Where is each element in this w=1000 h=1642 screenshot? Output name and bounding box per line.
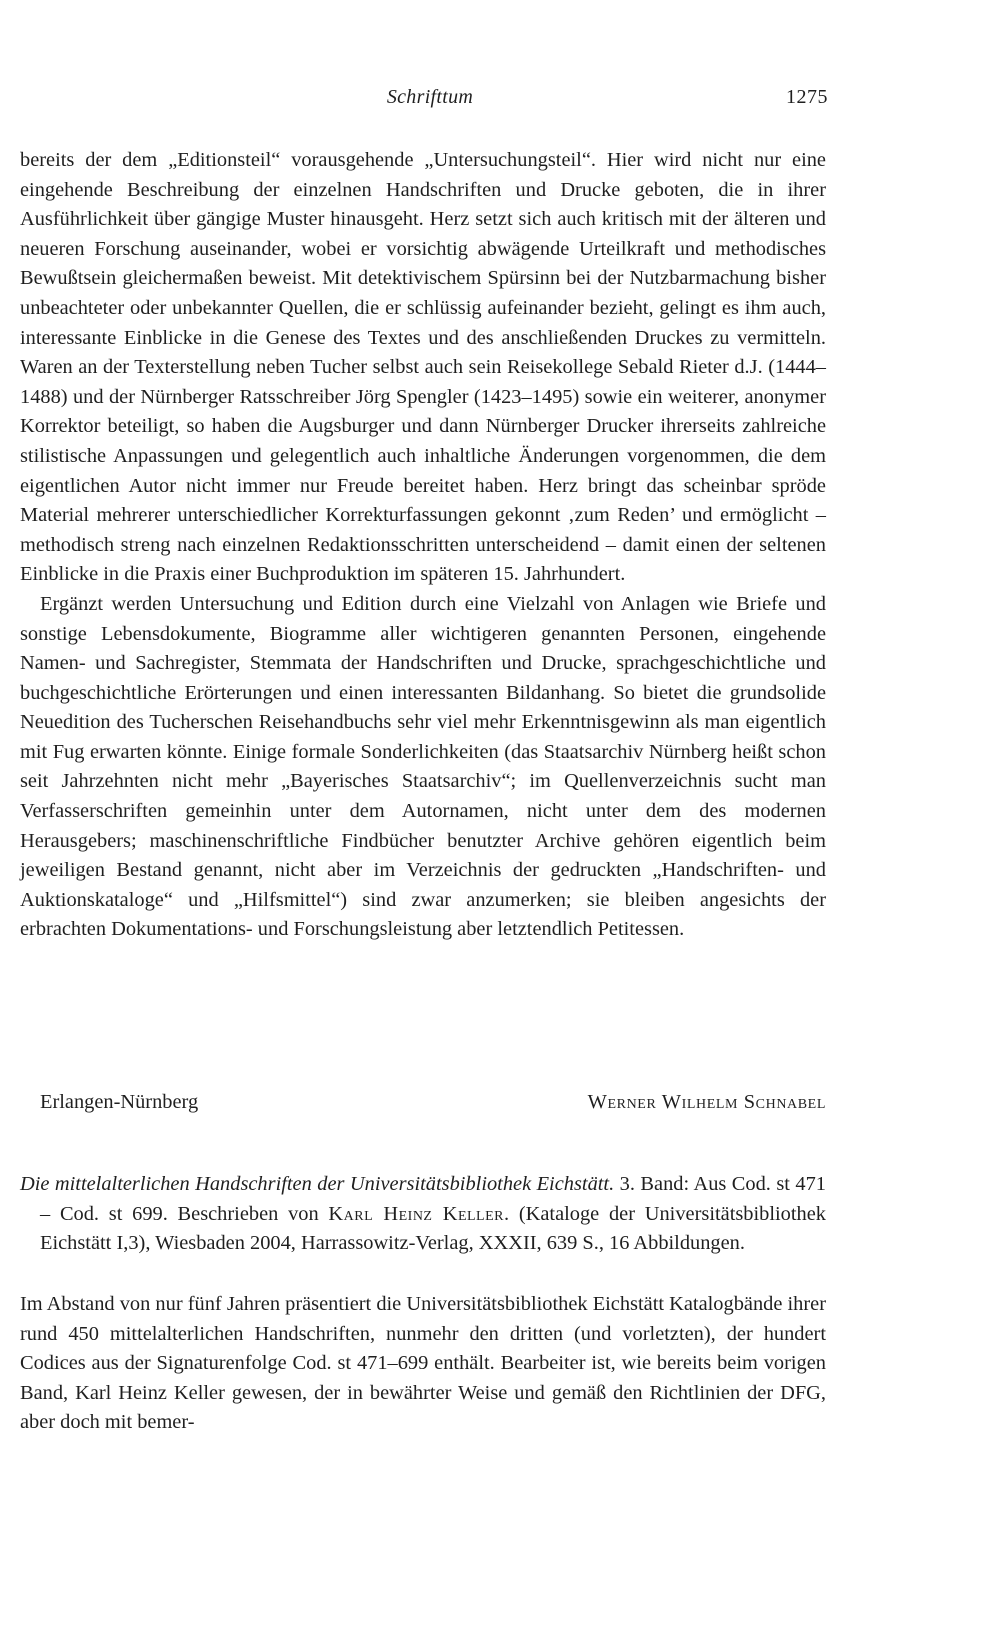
- bibliographic-citation: [20, 1170, 826, 1259]
- running-header-title: Schrifttum: [386, 86, 474, 108]
- review-paragraph: Im Abstand von nur fünf Jahren präsentiert die Universitätsbibliothek Eichstätt Katalogbände ihrer rund 450 mittelalterlichen Handschriften, nunmehr den dritten (und vorletzten), der hundert Codices aus der Signaturenfolge Cod. st 471–699 enthält. Bearbeiter ist, wie bereits beim vorigen Band, Karl Heinz Keller gewesen, der in bewährter Weise und gemäß den Richtlinien der DFG, aber doch mit bemer-: [20, 1293, 826, 1434]
- review-body: [20, 146, 826, 945]
- citation-title: Die mittelalterlichen Handschriften der Universitätsbibliothek Eichstätt.: [20, 1173, 615, 1195]
- reviewer-place: Erlangen-Nürnberg: [40, 1091, 199, 1113]
- review-body-2: [20, 1290, 826, 1438]
- citation-editor: Karl Heinz Keller: [328, 1202, 504, 1225]
- citation-details: 3. Band: Aus Cod. st 471 – Cod. st 699. Beschrieben von: [40, 1173, 826, 1225]
- reviewer-name: Werner Wilhelm Schnabel: [587, 1091, 826, 1113]
- review-paragraph: Ergänzt werden Untersuchung und Edition durch eine Vielzahl von Anlagen wie Briefe und sonstige Lebensdokumente, Biogramme aller wichtigeren genannten Personen, eingehende Namen- und Sachregister, Stemmata der Handschriften und Drucke, sprachgeschichtliche und buchgeschichtliche Erörterungen und einen interessanten Bildanhang. So bietet die grundsolide Neuedition des Tucherschen Reisehandbuchs sehr viel mehr Erkenntnisgewinn als man eigentlich mit Fug erwarten könnte. Einige formale Sonderlichkeiten (das Staatsarchiv Nürnberg heißt schon seit Jahrzehnten nicht mehr „Bayerisches Staatsarchiv“; im Quellenverzeichnis sucht man Verfasserschriften gemeinhin unter dem Autornamen, nicht unter dem des modernen Herausgebers; maschinenschriftliche Findbücher benutzter Archive gehören eigentlich beim jeweiligen Bestand genannt, nicht aber im Verzeichnis der gedruckten „Handschriften- und Auktionskataloge“ und „Hilfsmittel“) sind zwar anzumerken; sie bleiben angesichts der erbrachten Dokumentations- und Forschungsleistung aber letztendlich Petitessen.: [20, 592, 826, 941]
- page-number: 1275: [786, 86, 828, 108]
- citation-publication: . (Kataloge der Universitätsbibliothek Eichstätt I,3), Wiesbaden 2004, Harrassowitz-Verlag, XXXII, 639 S., 16 Abbildungen.: [40, 1202, 826, 1255]
- review-paragraph: bereits der dem „Editionsteil“ vorausgehende „Untersuchungsteil“. Hier wird nicht nur eine eingehende Beschreibung der einzelnen Handschriften und Drucke geboten, die in ihrer Ausführlichkeit über gängige Muster hinausgeht. Herz setzt sich auch kritisch mit der älteren und neueren Forschung auseinander, wobei er vorsichtig abwägende Urteilkraft und methodisches Bewußtsein gleichermaßen beweist. Mit detektivischem Spürsinn bei der Nutzbarmachung bisher unbeachteter oder unbekannter Quellen, die er schlüssig aufeinander bezieht, gelingt es ihm auch, interessante Einblicke in die Genese des Textes und des anschließenden Druckes zu vermitteln. Waren an der Texterstellung neben Tucher selbst auch sein Reisekollege Sebald Rieter d.J. (1444–1488) und der Nürnberger Ratsschreiber Jörg Spengler (1423–1495) sowie ein weiterer, anonymer Korrektor beteiligt, so haben die Augsburger und dann Nürnberger Drucker ihrerseits zahlreiche stilistische Anpassungen und gelegentlich auch inhaltliche Änderungen vorgenommen, die dem eigentlichen Autor nicht immer nur Freude bereitet haben. Herz bringt das scheinbar spröde Material mehrerer unterschiedlicher Korrekturfassungen gekonnt ‚zum Reden’ und ermöglicht – methodisch streng nach einzelnen Redaktionsschritten unterscheidend – damit einen der seltenen Einblicke in die Praxis einer Buchproduktion im späteren 15. Jahrhundert.: [20, 149, 826, 586]
